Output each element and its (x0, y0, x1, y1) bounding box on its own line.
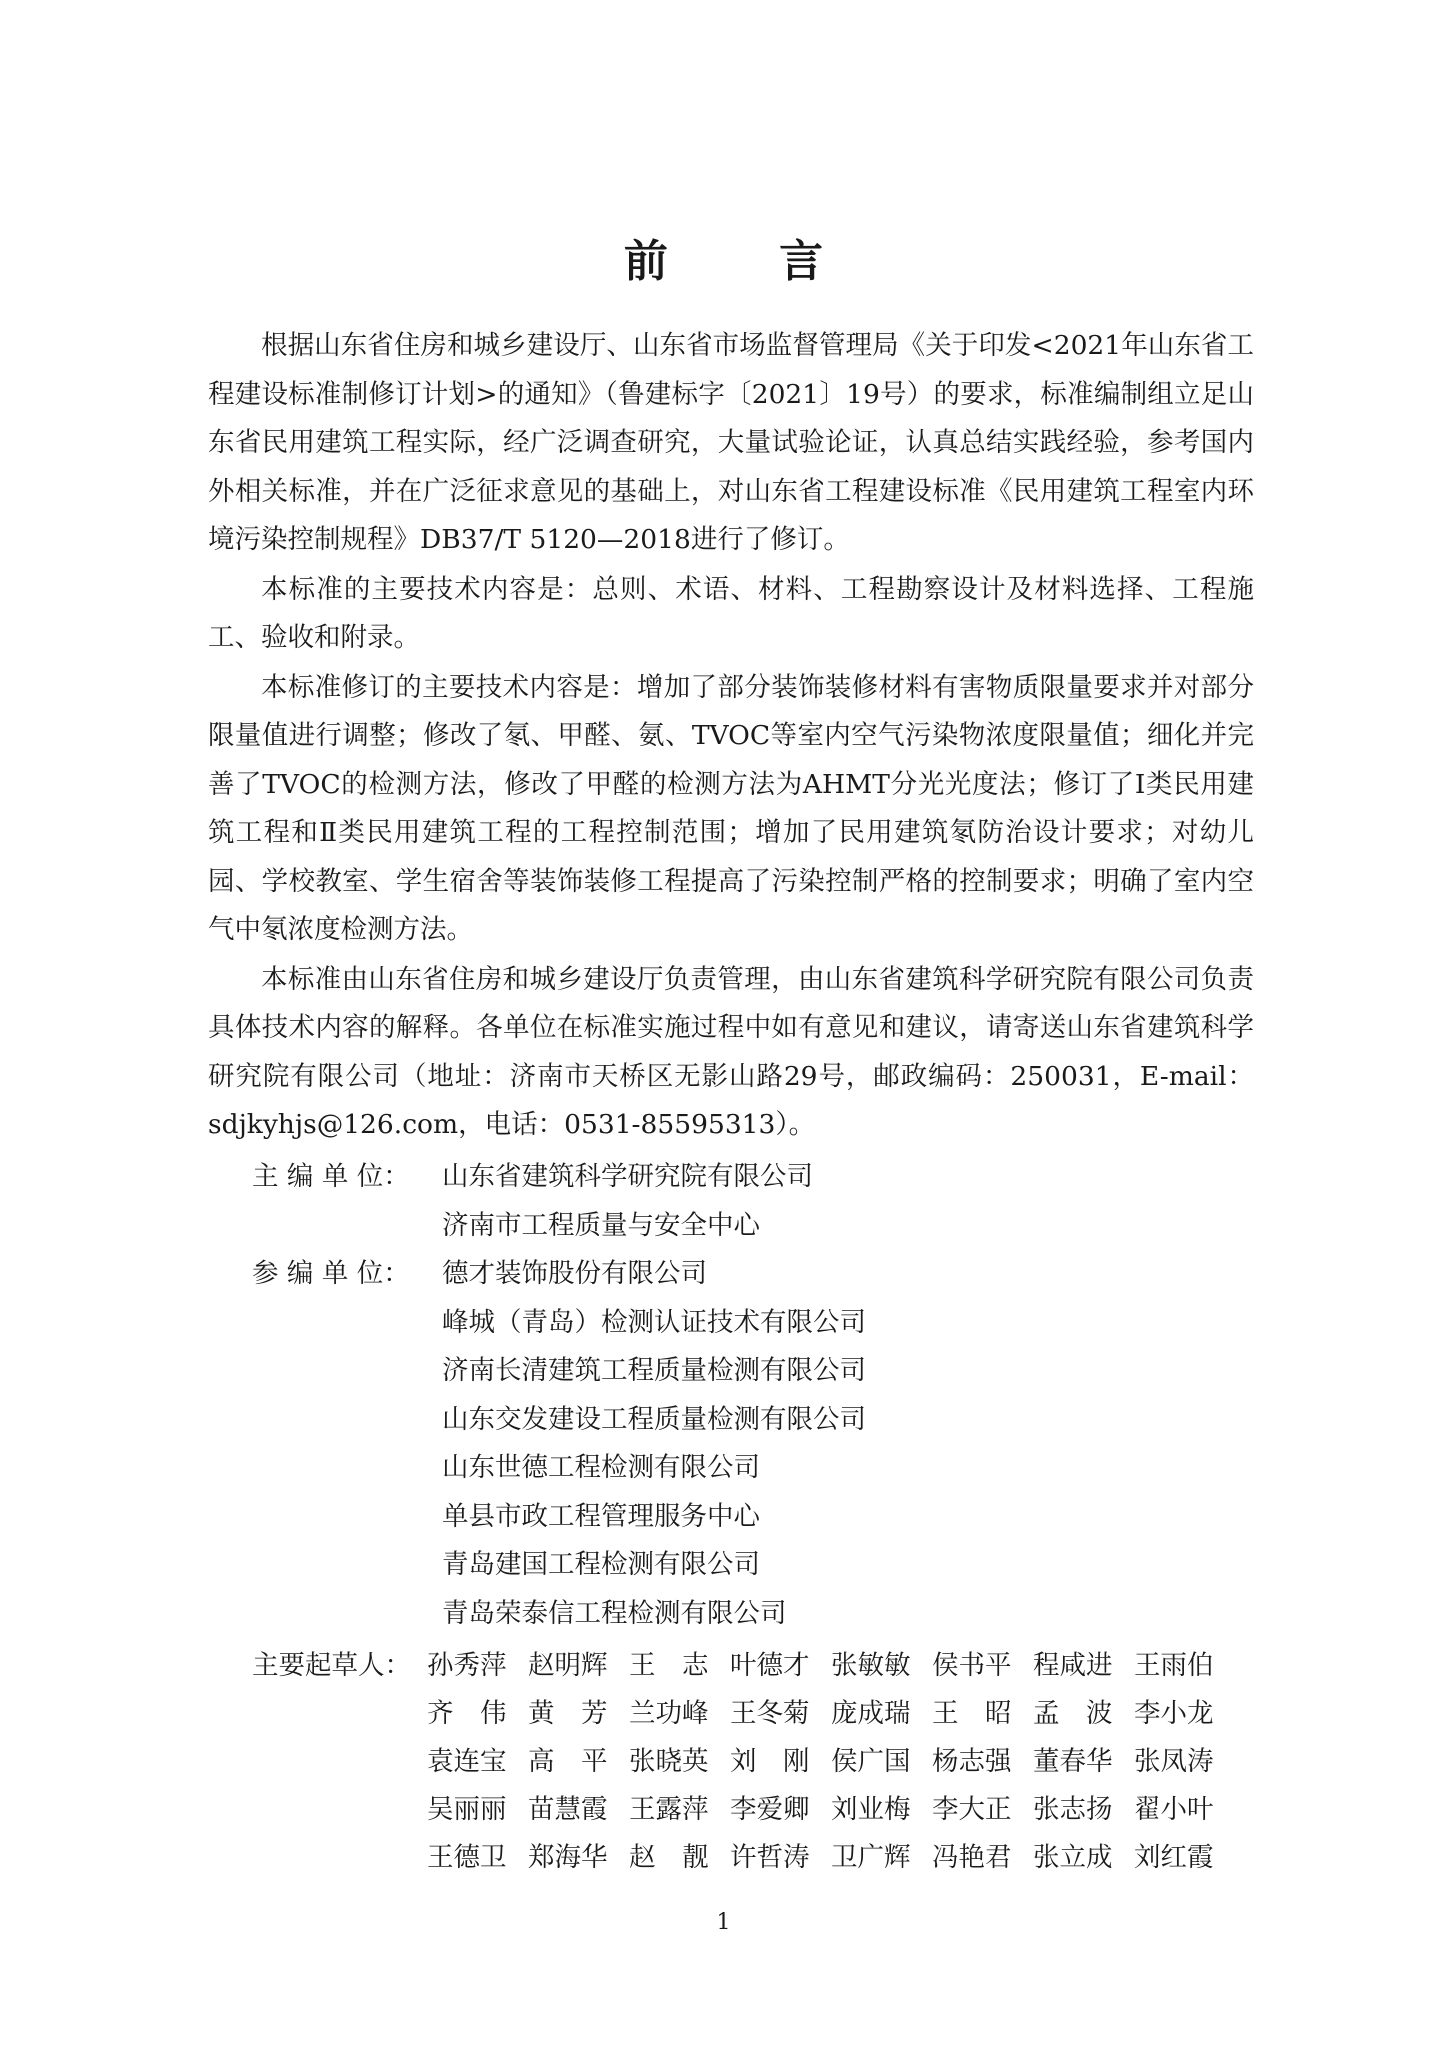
drafter-name: 王 昭 (932, 1698, 1012, 1729)
drafter-name: 李大正 (932, 1794, 1012, 1825)
drafter-name: 李爱卿 (730, 1794, 810, 1825)
drafter-name: 侯书平 (932, 1650, 1012, 1681)
drafter-name: 张凤涛 (1134, 1746, 1214, 1777)
participating-unit-item: 单县市政工程管理服务中心 (442, 1500, 760, 1532)
drafter-name: 兰功峰 (629, 1698, 709, 1729)
drafter-name: 齐 伟 (427, 1698, 507, 1729)
paragraph-basis: 根据山东省住房和城乡建设厅、山东省市场监督管理局《关于印发<2021年山东省工程建设标准制修订计划>的通知》（鲁建标字〔2021〕19号）的要求，标准编制组立足山东省民用建筑工程实际，经广泛调查研究，大量试验论证，认真总结实践经验，参考国内外相关标准，并在广泛征求意见的基础上，对山东省工程建设标准《民用建筑工程室内环境污染控制规程》DB37/T 5120—2018进行了修订。 (208, 330, 1254, 555)
page-title: 前 言 (623, 236, 872, 287)
drafter-name: 翟小叶 (1134, 1794, 1214, 1825)
participating-unit-item: 青岛建国工程检测有限公司 (442, 1549, 760, 1580)
chief-units (252, 1153, 1252, 1250)
drafter-name: 李小龙 (1134, 1698, 1214, 1729)
drafter-name: 庞成瑞 (831, 1698, 911, 1729)
chief-units-list (442, 1153, 1252, 1250)
drafter-name: 王 志 (629, 1650, 709, 1681)
drafter-name: 孙秀萍 (427, 1650, 507, 1681)
drafter-name: 王露萍 (629, 1794, 709, 1825)
drafter-name: 刘红霞 (1134, 1842, 1214, 1873)
paragraph-main-contents: 本标准的主要技术内容是：总则、术语、材料、工程勘察设计及材料选择、工程施工、验收和附录。 (208, 573, 1254, 653)
drafter-name: 赵 靓 (629, 1842, 709, 1873)
participating-units-list (442, 1250, 1252, 1638)
drafter-name: 卫广辉 (831, 1842, 911, 1873)
drafter-name: 许哲涛 (730, 1842, 810, 1873)
paragraph-management: 本标准由山东省住房和城乡建设厅负责管理，由山东省建筑科学研究院有限公司负责具体技术内容的解释。各单位在标准实施过程中如有意见和建议，请寄送山东省建筑科学研究院有限公司（地址：济南市天桥区无影山路29号，邮政编码：250031，E-mail：sdjkyhjs@126.com，电话：0531-85595313）。 (208, 963, 1254, 1140)
participating-unit-item: 德才装饰股份有限公司 (442, 1258, 707, 1289)
paragraph-revision-contents: 本标准修订的主要技术内容是：增加了部分装饰装修材料有害物质限量要求并对部分限量值进行调整；修改了氡、甲醛、氨、TVOC等室内空气污染物浓度限量值；细化并完善了TVOC的检测方法，修改了甲醛的检测方法为AHMT分光光度法；修订了Ⅰ类民用建筑工程和Ⅱ类民用建筑工程的工程控制范围；增加了民用建筑氡防治设计要求；对幼儿园、学校教室、学生宿舍等装饰装修工程提高了污染控制严格的控制要求；明确了室内空气中氡浓度检测方法。 (208, 671, 1254, 945)
drafter-name: 张敏敏 (831, 1650, 911, 1681)
participating-unit-item: 青岛荣泰信工程检测有限公司 (442, 1597, 787, 1629)
drafter-name: 刘业梅 (831, 1794, 911, 1825)
foreword-body (208, 322, 1254, 1151)
drafter-name: 高 平 (528, 1746, 608, 1777)
drafter-name: 赵明辉 (528, 1650, 608, 1681)
drafter-name: 吴丽丽 (427, 1794, 507, 1825)
drafter-name: 叶德才 (730, 1650, 810, 1681)
drafter-name: 张立成 (1033, 1842, 1113, 1873)
participating-unit-item: 峰城（青岛）检测认证技术有限公司 (442, 1306, 866, 1338)
drafter-name: 董春华 (1033, 1746, 1113, 1777)
chief-units-label: 主 编 单 位： (252, 1161, 410, 1192)
drafter-name: 刘 刚 (730, 1746, 810, 1777)
drafter-name: 孟 波 (1033, 1698, 1113, 1729)
drafter-name: 苗慧霞 (528, 1794, 608, 1825)
page-number: 1 (716, 1910, 731, 1935)
drafter-name: 杨志强 (932, 1746, 1012, 1777)
drafter-name: 王冬菊 (730, 1698, 810, 1729)
participating-unit-item: 济南长清建筑工程质量检测有限公司 (442, 1355, 866, 1386)
drafter-name: 王德卫 (427, 1842, 507, 1873)
drafter-name: 郑海华 (528, 1842, 608, 1873)
participating-units-label: 参 编 单 位： (252, 1258, 410, 1289)
chief-unit-item: 济南市工程质量与安全中心 (442, 1209, 760, 1241)
participating-unit-item: 山东交发建设工程质量检测有限公司 (442, 1403, 866, 1435)
drafter-name: 王雨伯 (1134, 1650, 1214, 1681)
drafter-name: 张晓英 (629, 1746, 709, 1777)
units-section (252, 1153, 1252, 1638)
drafters-grid (427, 1642, 1235, 1882)
drafter-name: 程咸进 (1033, 1650, 1113, 1681)
drafter-name: 黄 芳 (528, 1698, 608, 1729)
drafter-name: 张志扬 (1033, 1794, 1113, 1825)
participating-unit-item: 山东世德工程检测有限公司 (442, 1452, 760, 1483)
drafter-name: 冯艳君 (932, 1842, 1012, 1873)
drafters-label: 主要起草人： (252, 1650, 411, 1681)
drafter-name: 侯广国 (831, 1746, 911, 1777)
drafter-name: 袁连宝 (427, 1746, 507, 1777)
drafters-section (252, 1642, 1252, 1882)
chief-unit-item: 山东省建筑科学研究院有限公司 (442, 1161, 813, 1192)
participating-units (252, 1250, 1252, 1638)
